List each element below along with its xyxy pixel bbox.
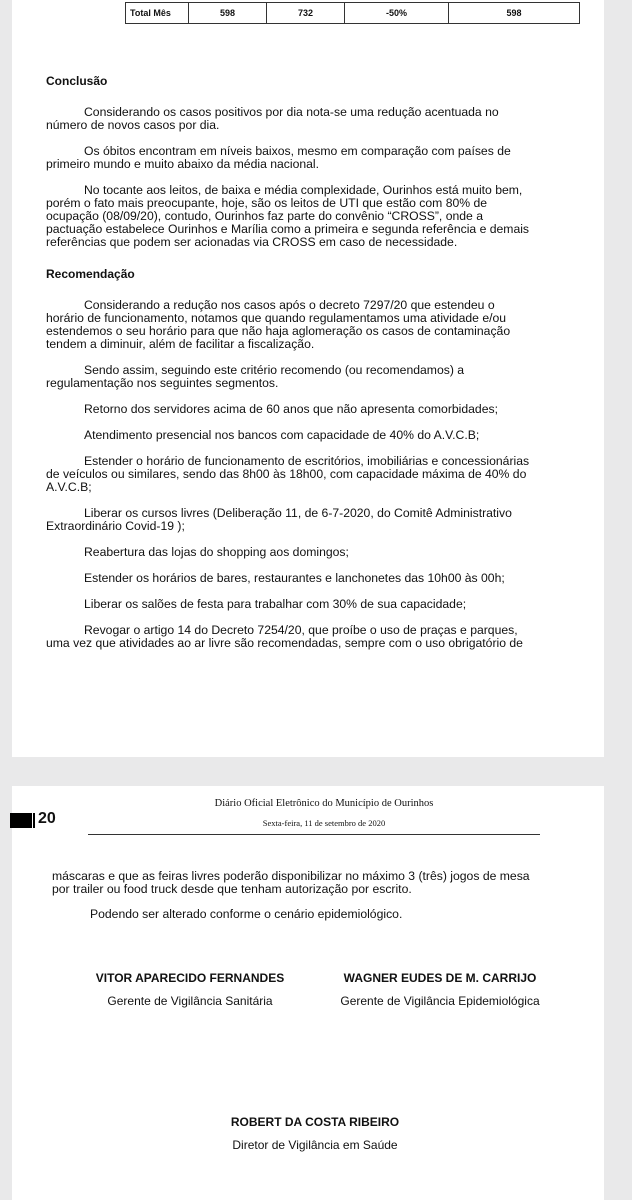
signatory-role: Gerente de Vigilância Epidemiológica [340, 994, 540, 1008]
paragraph: Sendo assim, seguindo este critério recomendo (ou recomendamos) a regulamentação nos seguintes segmentos. [46, 363, 465, 390]
page-number: 20 [38, 810, 56, 827]
page-number-marker [10, 813, 32, 828]
table-cell: 598 [189, 3, 267, 24]
paragraph: Os óbitos encontram em níveis baixos, mesmo em comparação com países de primeiro mundo e muito abaixo da média nacional. [46, 144, 511, 171]
signature-block [70, 971, 310, 1008]
recomendacao-body [46, 299, 564, 650]
header-rule [88, 834, 540, 835]
publication-date: Sexta-feira, 11 de setembro de 2020 [262, 818, 386, 828]
paragraph: Revogar o artigo 14 do Decreto 7254/20, que proíbe o uso de praças e parques, uma vez que atividades ao ar livre são recomendadas, sempre com o uso obrigatório de [46, 623, 523, 650]
table-row [126, 3, 580, 24]
paragraph: Estender os horários de bares, restaurantes e lanchonetes das 10h00 às 00h; [84, 571, 505, 585]
paragraph: Estender o horário de funcionamento de escritórios, imobiliárias e concessionárias de veículos ou similares, sendo das 8h00 às 18h00, com capacidade máxima de 40% do A.V.C.B; [46, 454, 530, 494]
paragraph: máscaras e que as feiras livres poderão disponibilizar no máximo 3 (três) jogos de mesa por trailer ou food truck desde que tenham autorização por escrito. [52, 869, 530, 896]
paragraph: Considerando os casos positivos por dia nota-se uma redução acentuada no número de novos casos por dia. [46, 105, 499, 132]
table-cell: -50% [345, 3, 449, 24]
paragraph: Considerando a redução nos casos após o decreto 7297/20 que estendeu o horário de funcionamento, notamos que quando regulamentamos uma atividade e/ou estendemos o seu horário para que não haja aglomeração os casos de contaminação tendem a diminuir, além de facilitar a fiscalização. [46, 298, 511, 351]
signatory-role: Diretor de Vigilância em Saúde [232, 1138, 398, 1152]
conclusao-body [46, 106, 564, 249]
document-page [12, 786, 604, 1200]
signatory-name: ROBERT DA COSTA RIBEIRO [230, 1115, 400, 1129]
total-table [125, 2, 580, 24]
paragraph: Podendo ser alterado conforme o cenário epidemiológico. [90, 907, 403, 921]
signatory-name: WAGNER EUDES DE M. CARRIJO [343, 971, 537, 985]
paragraph: No tocante aos leitos, de baixa e média complexidade, Ourinhos está muito bem, porém o fato mais preocupante, hoje, são os leitos de UTI que estão com 80% de ocupação (08/09/20), contudo, Ourinhos faz parte do convênio “CROSS”, onde a pactuação estabelece Ourinhos e Marília como a primeira e segunda referência e demais referências que podem ser acionadas via CROSS em caso de necessidade. [46, 183, 530, 249]
paragraph: Atendimento presencial nos bancos com capacidade de 40% do A.V.C.B; [84, 428, 480, 442]
section-heading-recomendacao: Recomendação [46, 267, 135, 281]
publication-title: Diário Oficial Eletrônico do Município de Ourinhos [214, 798, 434, 809]
paragraph: Retorno dos servidores acima de 60 anos que não apresenta comorbidades; [84, 402, 498, 416]
paragraph: Liberar os salões de festa para trabalhar com 30% de sua capacidade; [84, 597, 467, 611]
table-cell-label: Total Mês [126, 3, 189, 24]
signatory-name: VITOR APARECIDO FERNANDES [95, 971, 285, 985]
document-page [12, 0, 604, 757]
continuation-body [52, 870, 562, 921]
paragraph: Liberar os cursos livres (Deliberação 11, de 6-7-2020, do Comitê Administrativo Extraordinário Covid-19 ); [46, 506, 512, 533]
signatory-role: Gerente de Vigilância Sanitária [107, 994, 273, 1008]
table-cell: 598 [449, 3, 580, 24]
table-cell: 732 [267, 3, 345, 24]
signature-block [310, 971, 570, 1008]
section-heading-conclusao: Conclusão [46, 74, 108, 88]
signature-block [190, 1115, 440, 1152]
page-number-divider [33, 813, 35, 828]
paragraph: Reabertura das lojas do shopping aos domingos; [84, 545, 349, 559]
